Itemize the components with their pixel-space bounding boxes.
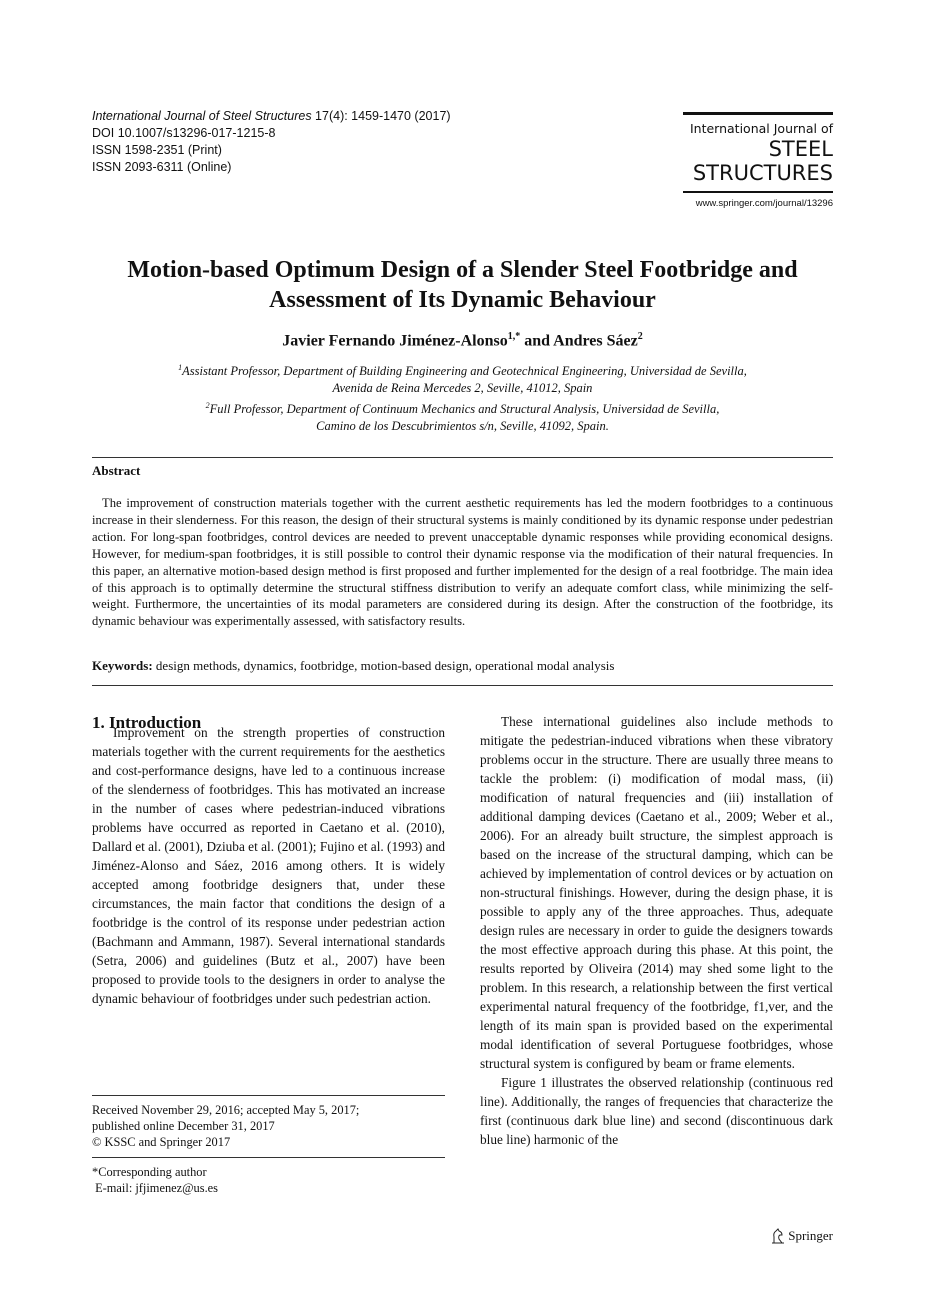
title-line1: Motion-based Optimum Design of a Slender Steel Footbridge and xyxy=(127,257,798,283)
copyright: © KSSC and Springer 2017 xyxy=(92,1135,231,1149)
footnote-divider xyxy=(92,1095,445,1096)
journal-name: International Journal of Steel Structures xyxy=(92,109,312,123)
corresponding-footnote xyxy=(92,1164,445,1196)
citation: 17(4): 1459-1470 (2017) xyxy=(311,109,451,123)
affiliations xyxy=(92,359,833,435)
divider xyxy=(92,457,833,458)
abstract-heading: Abstract xyxy=(92,463,141,478)
authors-and: and xyxy=(520,332,554,350)
divider xyxy=(92,685,833,686)
author-2-sup: 2 xyxy=(637,331,643,342)
keywords-text: design methods, dynamics, footbridge, motion-based design, operational modal analysis xyxy=(152,658,615,673)
left-column xyxy=(92,723,445,1008)
paragraph: Figure 1 illustrates the observed relationship (continuous red line). Additionally, the ranges of frequencies that characterize the first (continuous dark blue line) and second (discontinuous dark blue line) harmonic of the xyxy=(480,1075,833,1147)
corresponding-author: *Corresponding author xyxy=(92,1165,207,1179)
keywords xyxy=(92,658,614,674)
issn-print: ISSN 1598-2351 (Print) xyxy=(92,143,222,157)
affiliation-1-line2: Avenida de Reina Mercedes 2, Seville, 41012, Spain xyxy=(332,381,593,396)
email: E-mail: jfjimenez@us.es xyxy=(92,1181,218,1195)
affiliation-1-line1: Assistant Professor, Department of Building Engineering and Geotechnical Engineering, Universidad de Sevilla, xyxy=(182,364,747,379)
issn-online: ISSN 2093-6311 (Online) xyxy=(92,160,232,174)
title-line2: Assessment of Its Dynamic Behaviour xyxy=(269,287,656,313)
author-1-sup: 1,* xyxy=(507,331,521,342)
published-date: published online December 31, 2017 xyxy=(92,1119,275,1133)
abstract-text: The improvement of construction materials together with the current aesthetic requirements has led the modern footbridges to a continuous increase in their slenderness. For this reason, the design of their structural systems is mainly conditioned by its dynamic response under pedestrian action. For long-span footbridges, control devices are needed to prevent unacceptable dynamic responses while providing economical designs. However, for medium-span footbridges, it is still possible to control their dynamic response via the modification of their natural frequencies. In this paper, an alternative motion-based design method is first proposed and further implemented for the design of a real footbridge. The main idea of this approach is to optimally determine the structural stiffness distribution to verify an adequate comfort class, while minimizing the self-weight. Furthermore, the uncertainties of its modal parameters are considered during its design. After the construction of the footbridge, its dynamic behaviour was experimentally assessed, with satisfactory results. xyxy=(92,496,833,629)
springer-logo xyxy=(771,1228,833,1244)
logo-line2: STEEL xyxy=(768,137,833,161)
logo-rule xyxy=(683,112,833,115)
logo-line1: International Journal of xyxy=(689,121,833,136)
journal-logo xyxy=(683,112,833,209)
dates-footnote xyxy=(92,1102,445,1150)
affiliation-sup: 1 xyxy=(178,363,183,372)
section-heading: 1. Introduction xyxy=(92,713,202,732)
paragraph: These international guidelines also include methods to mitigate the pedestrian-induced vibrations when these vibratory problems occur in the structure. There are usually three means to tackle the problem: (i) modification of modal mass, (ii) modification of natural frequencies and (iii) installation of additional damping devices (Caetano et al., 2009; Weber et al., 2006). For an already built structure, the simplest approach is based on the increase of the structural damping, which can be achieved by implementation of control devices or by actuation on non-structural finishings. However, during the design phase, it is possible to apply any of the three approaches. Thus, adequate design rules are necessary in order to guide the designers towards the most effective approach during this phase. At this point, the results reported by Oliveira (2014) may shed some light to the problem. In this research, a relationship between the first vertical experimental natural frequency of the footbridge, f1,ver, and the length of its main span is provided based on the experimental modal identification of several Portuguese footbridges, whose structural system is configured by beam or frame elements. xyxy=(480,714,833,1071)
affiliation-sup: 2 xyxy=(205,401,210,411)
footnote-divider xyxy=(92,1157,445,1158)
publisher-name: Springer xyxy=(788,1228,833,1243)
logo-rule-bottom xyxy=(683,191,833,193)
logo-line3: STRUCTURES xyxy=(692,161,833,185)
received-date: Received November 29, 2016; accepted May 5, 2017; xyxy=(92,1103,360,1117)
doi: DOI 10.1007/s13296-017-1215-8 xyxy=(92,126,276,140)
paragraph: Improvement on the strength properties of construction materials together with the current requirements for the aesthetics and cost-performance designs, have led to a continuous increase of the slenderness of footbridges. This has motivated an increase in the number of cases where pedestrian-induced vibrations problems have occurred as reported in Caetano et al. (2010), Dallard et al. (2001), Dziuba et al. (2001); Fujino et al. (1993) and Jiménez-Alonso and Sáez, 2016 among others. It is widely accepted among footbridge designers that, under these circumstances, the main factor that conditions the design of a footbridge is the control of its response under pedestrian action (Bachmann and Ammann, 1987). Several international standards (Setra, 2006) and guidelines (Butz et al., 2007) have been proposed to provide tools to the designers in order to analyse the dynamic behaviour of footbridges under such pedestrian action. xyxy=(92,725,446,1006)
author-2: Andres Sáez xyxy=(553,332,638,350)
affiliation-2-line2: Camino de los Descubrimientos s/n, Seville, 41092, Spain. xyxy=(316,419,609,434)
paper-title xyxy=(60,255,865,315)
authors xyxy=(60,331,865,350)
right-column xyxy=(480,712,833,1149)
journal-url: www.springer.com/journal/13296 xyxy=(695,198,833,209)
journal-header xyxy=(92,108,451,176)
keywords-label: Keywords: xyxy=(92,658,153,673)
affiliation-2-line1: Full Professor, Department of Continuum Mechanics and Structural Analysis, Universidad de Sevilla, xyxy=(209,402,720,417)
springer-horse-icon xyxy=(771,1228,785,1244)
author-1: Javier Fernando Jiménez-Alonso xyxy=(282,332,508,350)
